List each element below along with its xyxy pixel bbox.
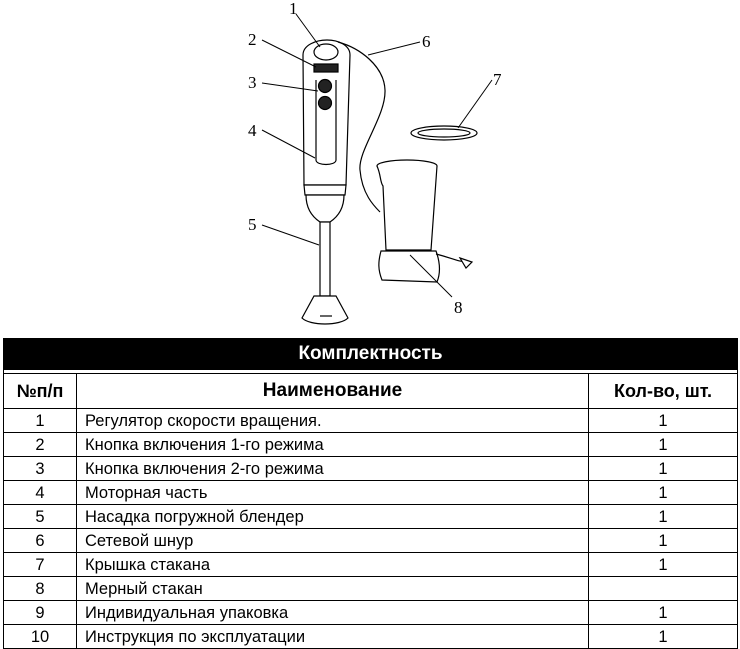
callout-4: 4 [248, 121, 257, 140]
table-title: Комплектность [3, 338, 738, 370]
row-quantity: 1 [589, 505, 738, 529]
row-number: 2 [4, 433, 77, 457]
row-quantity: 1 [589, 601, 738, 625]
header-row [4, 374, 738, 409]
header-number: №п/п [4, 374, 77, 409]
row-name: Кнопка включения 2-го режима [77, 457, 589, 481]
table-row [4, 457, 738, 481]
package-contents-table [3, 338, 738, 649]
row-quantity: 1 [589, 481, 738, 505]
header-quantity: Кол-во, шт. [589, 374, 738, 409]
row-name: Моторная часть [77, 481, 589, 505]
table-row [4, 553, 738, 577]
row-quantity: 1 [589, 553, 738, 577]
table-row [4, 433, 738, 457]
measuring-cup-icon [377, 160, 472, 282]
row-number: 1 [4, 409, 77, 433]
row-quantity: 1 [589, 409, 738, 433]
row-quantity [589, 577, 738, 601]
row-name: Регулятор скорости вращения. [77, 409, 589, 433]
contents-table [3, 373, 738, 649]
table-row [4, 481, 738, 505]
header-name: Наименование [77, 374, 589, 409]
table-row [4, 577, 738, 601]
table-row [4, 529, 738, 553]
row-quantity: 1 [589, 433, 738, 457]
callout-leaders [262, 14, 492, 297]
row-number: 3 [4, 457, 77, 481]
callout-1: 1 [289, 0, 298, 18]
row-quantity: 1 [589, 529, 738, 553]
blender-icon [302, 40, 350, 324]
row-name: Индивидуальная упаковка [77, 601, 589, 625]
row-number: 10 [4, 625, 77, 649]
table-row [4, 601, 738, 625]
table-row [4, 625, 738, 649]
table-row [4, 409, 738, 433]
row-name: Насадка погружной блендер [77, 505, 589, 529]
row-name: Кнопка включения 1-го режима [77, 433, 589, 457]
row-quantity: 1 [589, 625, 738, 649]
table-row [4, 505, 738, 529]
callout-5: 5 [248, 215, 257, 234]
row-name: Мерный стакан [77, 577, 589, 601]
callout-7: 7 [493, 70, 502, 89]
callout-6: 6 [422, 32, 431, 51]
cup-lid-icon [411, 126, 477, 140]
callout-3: 3 [248, 73, 257, 92]
callout-2: 2 [248, 30, 257, 49]
row-name: Сетевой шнур [77, 529, 589, 553]
row-number: 8 [4, 577, 77, 601]
row-number: 6 [4, 529, 77, 553]
row-number: 5 [4, 505, 77, 529]
row-quantity: 1 [589, 457, 738, 481]
row-number: 4 [4, 481, 77, 505]
row-name: Крышка стакана [77, 553, 589, 577]
table-body [4, 409, 738, 649]
row-number: 9 [4, 601, 77, 625]
row-number: 7 [4, 553, 77, 577]
row-name: Инструкция по эксплуатации [77, 625, 589, 649]
callout-8: 8 [454, 298, 463, 317]
